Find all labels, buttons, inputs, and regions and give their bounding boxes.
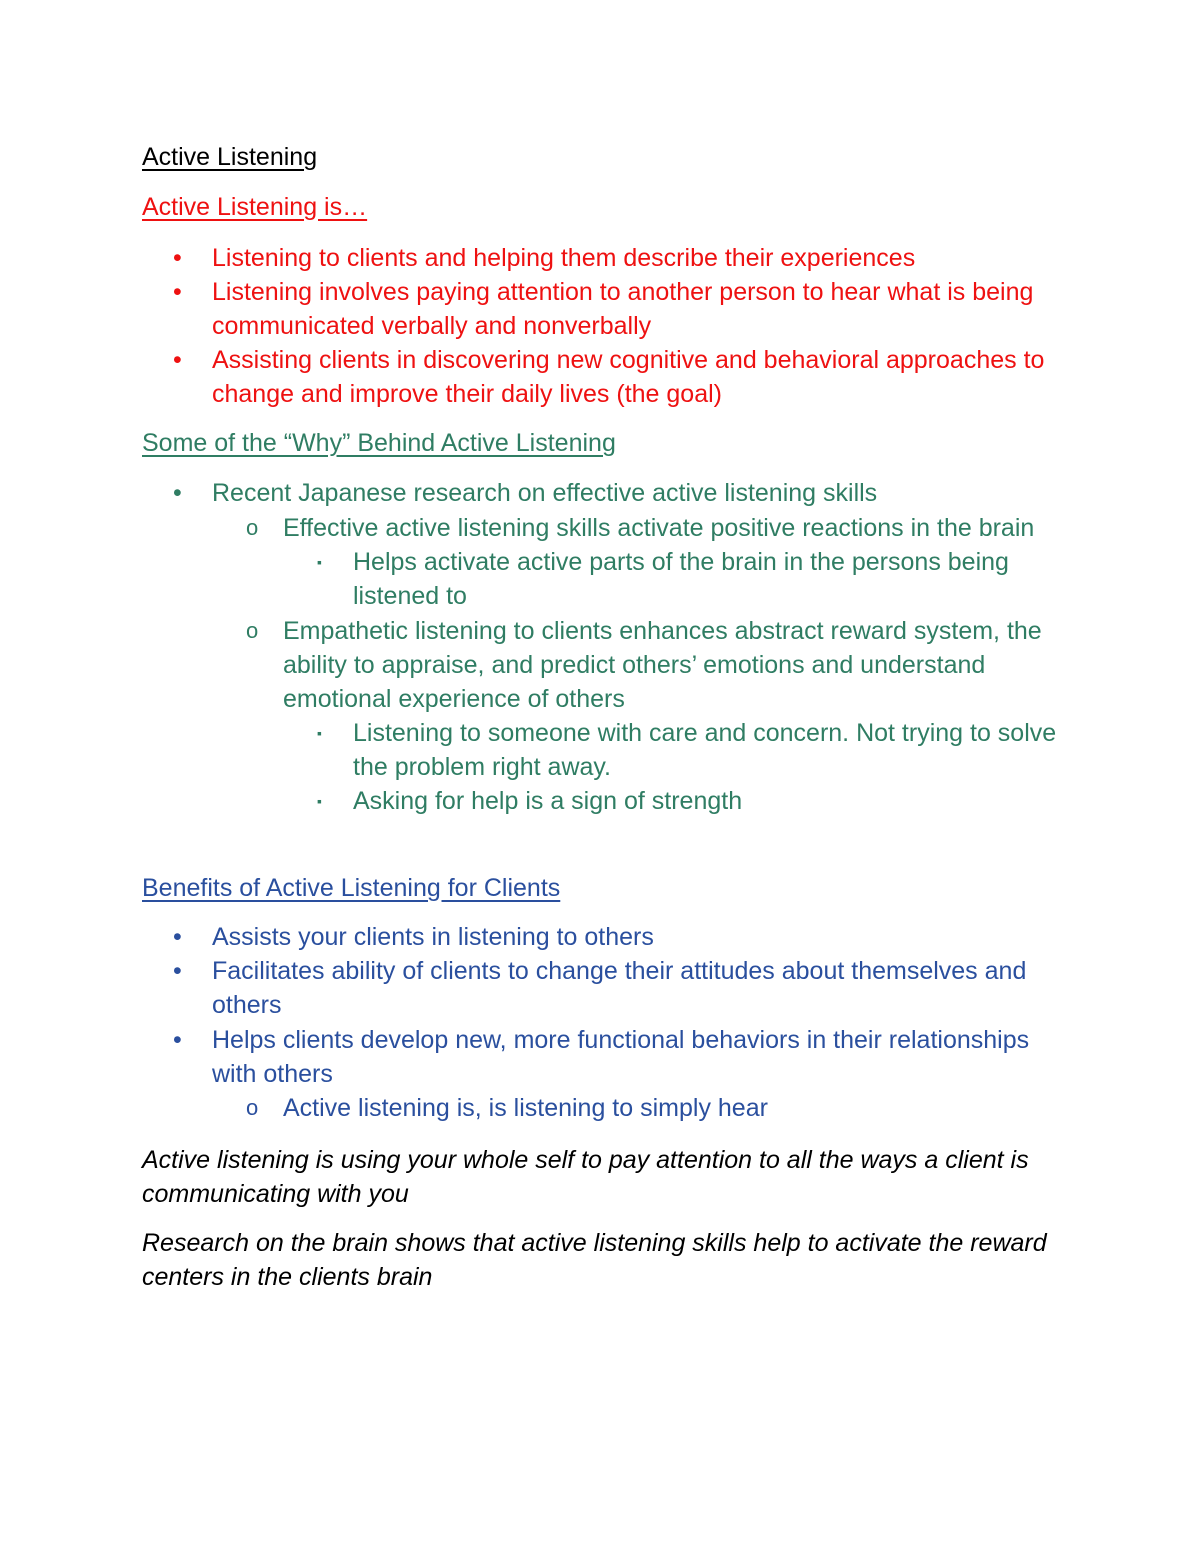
list-item: [142, 614, 1072, 716]
list-item-text: Empathetic listening to clients enhances abstract reward system, the ability to appraise, and predict others’ emotions and understand emotional experience of others: [283, 617, 1042, 713]
section-heading-benefits: Benefits of Active Listening for Clients: [142, 874, 561, 902]
square-bullet-icon: ▪: [317, 725, 322, 741]
square-bullet-icon: ▪: [317, 793, 322, 809]
circle-bullet-icon: o: [246, 618, 259, 643]
bullet-icon: •: [173, 923, 182, 951]
list-item-text: Listening involves paying attention to another person to hear what is being communicated verbally and nonverbally: [212, 278, 1034, 340]
list-item: [142, 476, 1072, 510]
bullet-icon: •: [173, 957, 182, 985]
list-item-text: Assists your clients in listening to others: [212, 923, 654, 951]
list-item-text: Listening to clients and helping them describe their experiences: [212, 244, 916, 272]
list-item: [142, 920, 1072, 954]
list-item: [142, 784, 1072, 818]
list-item: [142, 343, 1072, 411]
circle-bullet-icon: o: [246, 515, 259, 540]
bullet-icon: •: [173, 1026, 182, 1054]
list-item: [142, 716, 1072, 784]
list-item-text: Listening to someone with care and concern. Not trying to solve the problem right away.: [353, 719, 1057, 781]
bullet-icon: •: [173, 346, 182, 374]
list-item-text: Helps activate active parts of the brain in the persons being listened to: [353, 548, 1009, 610]
bullet-icon: •: [173, 278, 182, 306]
list-item: [142, 1091, 1072, 1125]
list-item: [142, 545, 1072, 613]
list-item-text: Asking for help is a sign of strength: [353, 787, 743, 815]
list-item-text: Recent Japanese research on effective active listening skills: [212, 479, 878, 507]
page-title: Active Listening: [142, 143, 318, 171]
section-heading-active-listening-is: Active Listening is…: [142, 193, 368, 221]
list-item-text: Helps clients develop new, more functional behaviors in their relationships with others: [212, 1026, 1030, 1088]
bullet-icon: •: [173, 479, 182, 507]
section3-list: [142, 920, 1072, 1125]
square-bullet-icon: ▪: [317, 554, 322, 570]
list-item: [142, 275, 1072, 343]
bullet-icon: •: [173, 244, 182, 272]
list-item: [142, 1023, 1072, 1091]
list-item: [142, 954, 1072, 1022]
section2-list: [142, 476, 1072, 818]
list-item: [142, 511, 1072, 545]
section1-list: [142, 241, 1072, 411]
list-item-text: Effective active listening skills activate positive reactions in the brain: [283, 514, 1035, 542]
list-item-text: Active listening is, is listening to simply hear: [283, 1094, 768, 1122]
list-item: [142, 241, 1072, 275]
circle-bullet-icon: o: [246, 1095, 259, 1120]
section-heading-why: Some of the “Why” Behind Active Listening: [142, 429, 616, 457]
closing-paragraph: Active listening is using your whole self to pay attention to all the ways a client is communicating with you: [142, 1146, 1029, 1208]
list-item-text: Facilitates ability of clients to change their attitudes about themselves and others: [212, 957, 1027, 1019]
list-item-text: Assisting clients in discovering new cognitive and behavioral approaches to change and improve their daily lives (the goal): [212, 346, 1045, 408]
closing-paragraph: Research on the brain shows that active listening skills help to activate the reward centers in the clients brain: [142, 1229, 1047, 1291]
